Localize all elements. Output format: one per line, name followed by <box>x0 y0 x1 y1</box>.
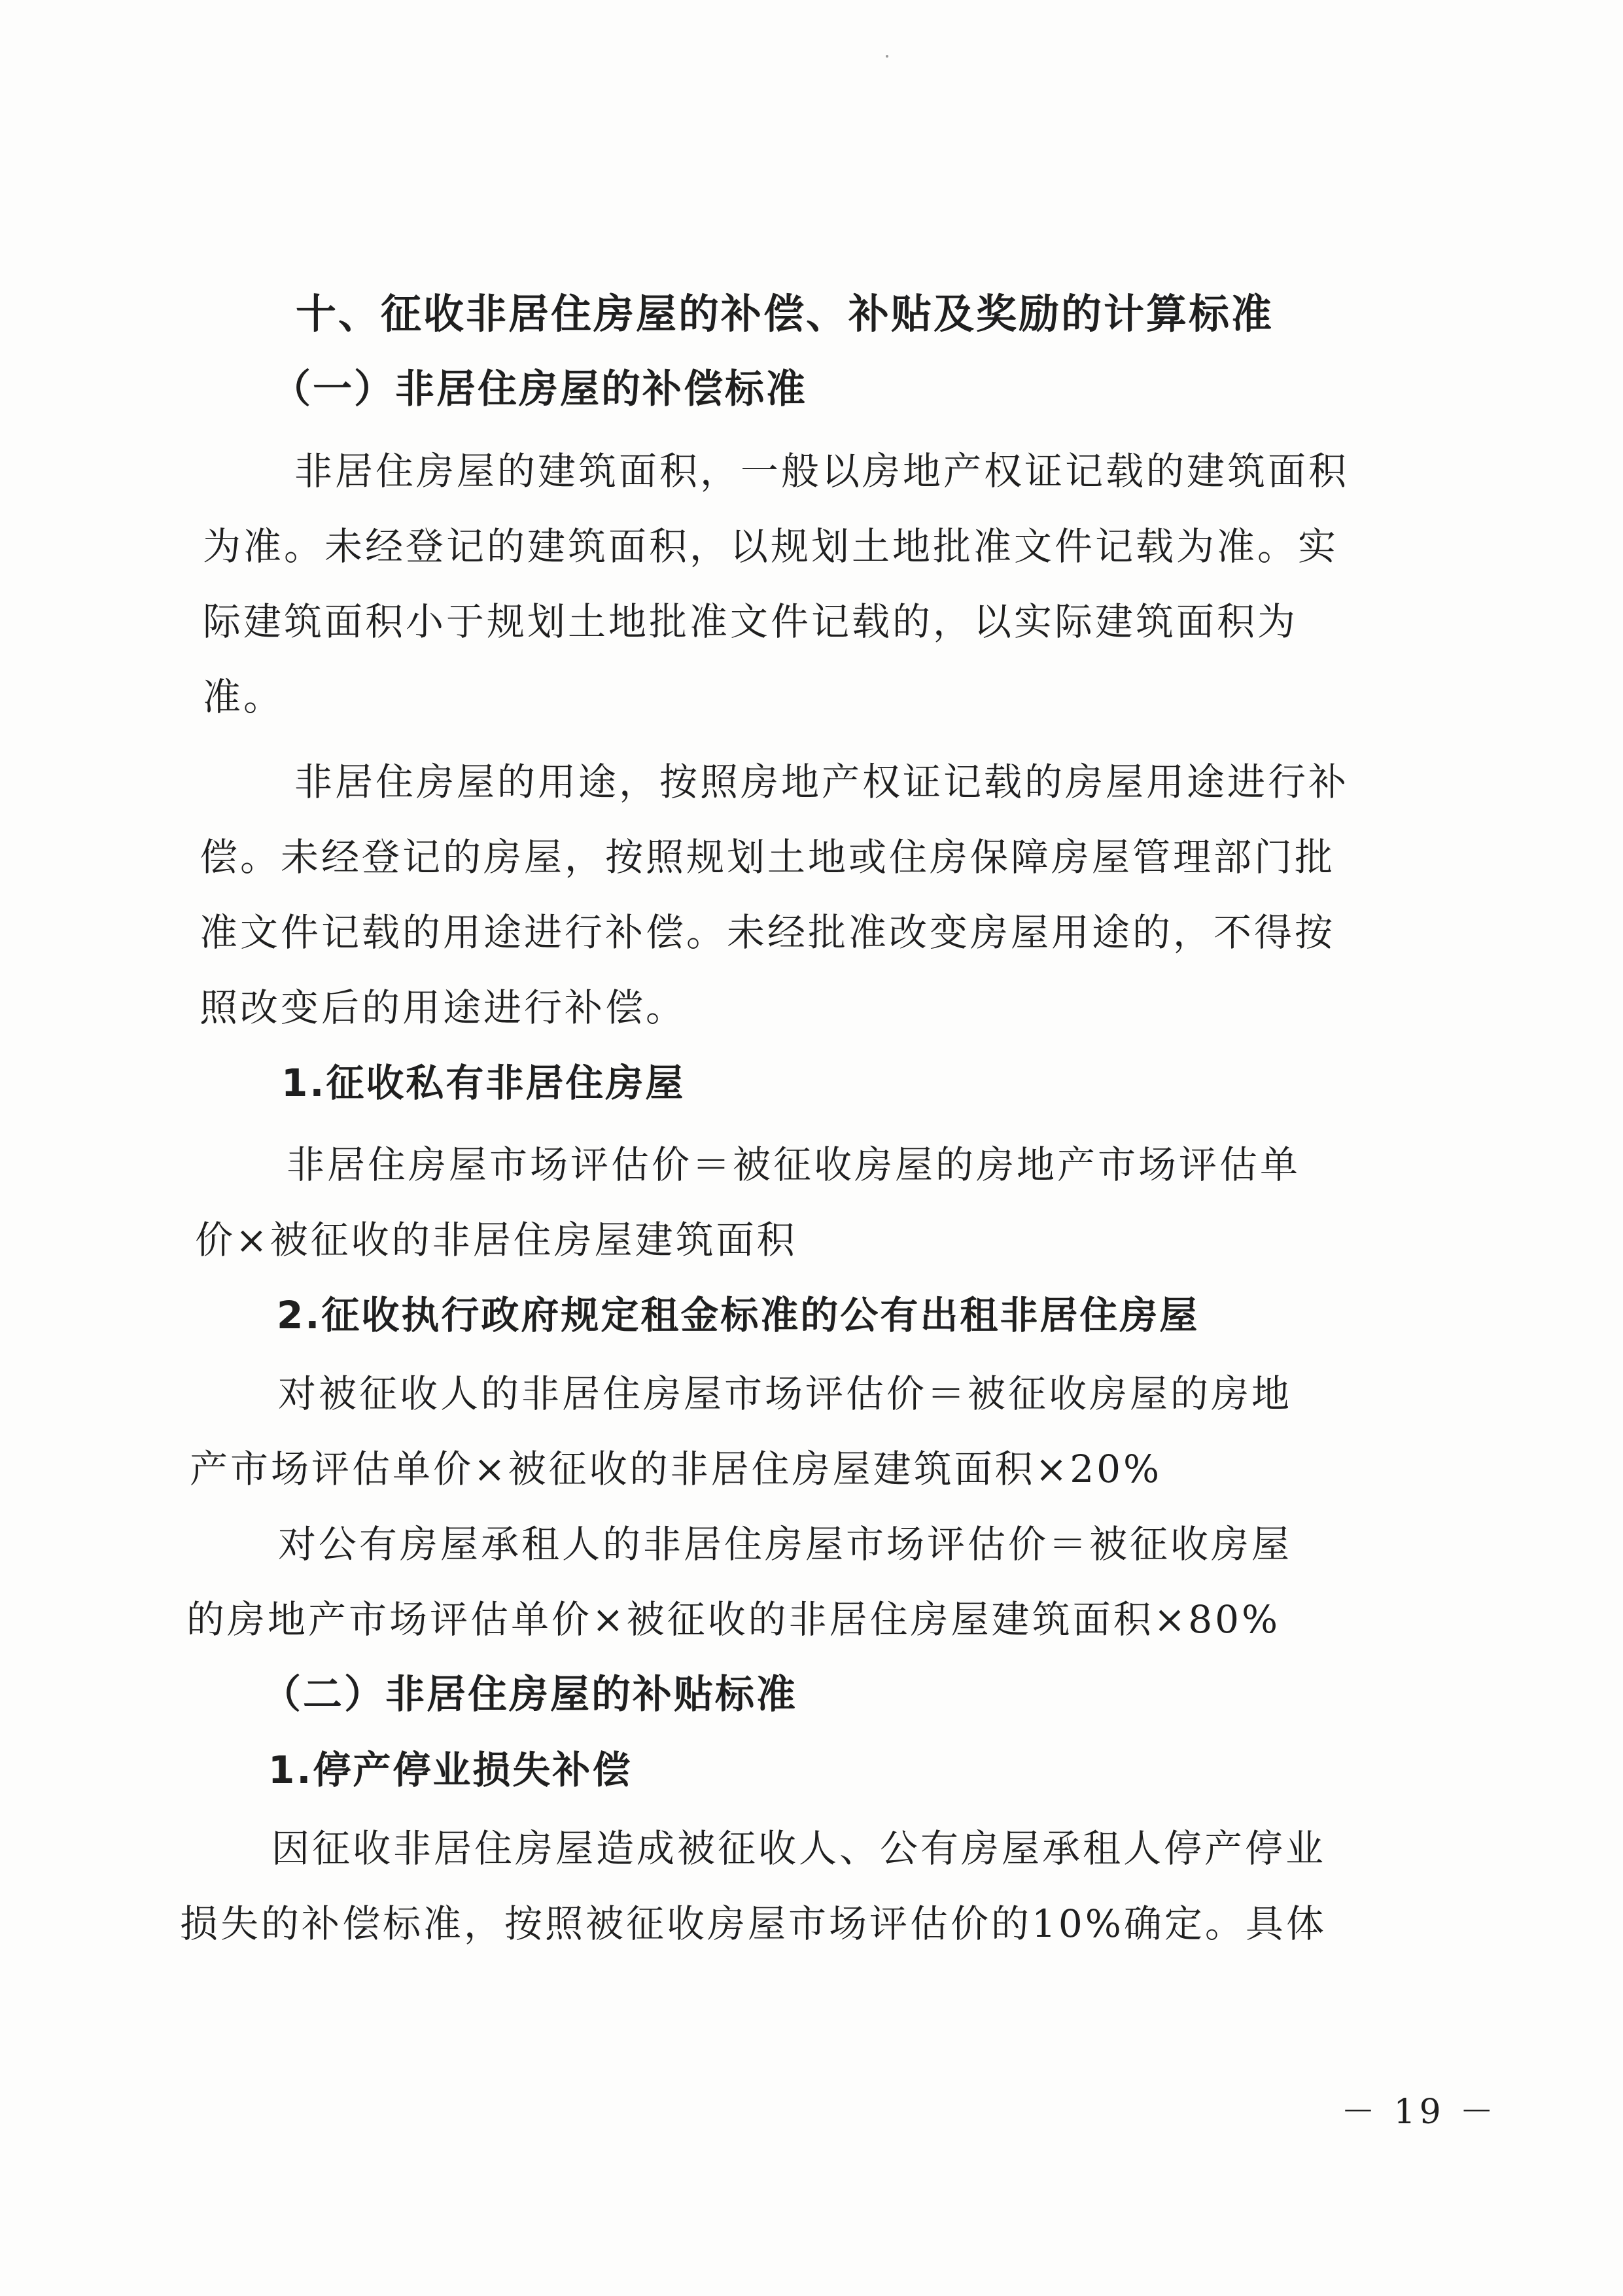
item1-title: 1.征收私有非居住房屋 <box>281 1061 686 1105</box>
item2-lineb1: 对公有房屋承租人的非居住房屋市场评估价＝被征收房屋 <box>278 1522 1293 1566</box>
section1-para1-line3: 际建筑面积小于规划土地批准文件记载的，以实际建筑面积为 <box>203 599 1299 644</box>
scan-speck <box>886 55 888 58</box>
section2-item1-title: 1.停产停业损失补偿 <box>268 1748 633 1792</box>
item2-lineb2: 的房地产市场评估单价×被征收的非居住房屋建筑面积×80% <box>186 1597 1281 1642</box>
section1-para1-line2: 为准。未经登记的建筑面积，以规划土地批准文件记载为准。实 <box>203 524 1339 569</box>
page-number: － 19 － <box>1341 2093 1498 2132</box>
section2-item1-line2: 损失的补偿标准，按照被征收房屋市场评估价的10%确定。具体 <box>180 1901 1327 1946</box>
section1-para2-line3: 准文件记载的用途进行补偿。未经批准改变房屋用途的，不得按 <box>200 910 1336 955</box>
section2-item1-line1: 因征收非居住房屋造成被征收人、公有房屋承租人停产停业 <box>271 1826 1327 1871</box>
item2-title: 2.征收执行政府规定租金标准的公有出租非居住房屋 <box>277 1293 1200 1337</box>
section1-para1-line4: 准。 <box>203 675 285 719</box>
item1-line2: 价×被征收的非居住房屋建筑面积 <box>195 1218 797 1262</box>
section1-para1-line1: 非居住房屋的建筑面积，一般以房地产权证记载的建筑面积 <box>294 449 1350 493</box>
item2-linea1: 对被征收人的非居住房屋市场评估价＝被征收房屋的房地 <box>278 1371 1293 1416</box>
section1-para2-line2: 偿。未经登记的房屋，按照规划土地或住房保障房屋管理部门批 <box>200 835 1336 879</box>
section2-title: （二）非居住房屋的补贴标准 <box>262 1672 797 1718</box>
item1-line1: 非居住房屋市场评估价＝被征收房屋的房地产市场评估单 <box>287 1142 1301 1187</box>
main-heading: 十、征收非居住房屋的补偿、补贴及奖励的计算标准 <box>296 290 1274 338</box>
section1-para2-line4: 照改变后的用途进行补偿。 <box>200 985 687 1030</box>
item2-linea2: 产市场评估单价×被征收的非居住房屋建筑面积×20% <box>190 1447 1162 1491</box>
section1-title: （一）非居住房屋的补偿标准 <box>271 366 807 412</box>
section1-para2-line1: 非居住房屋的用途，按照房地产权证记载的房屋用途进行补 <box>294 760 1350 804</box>
